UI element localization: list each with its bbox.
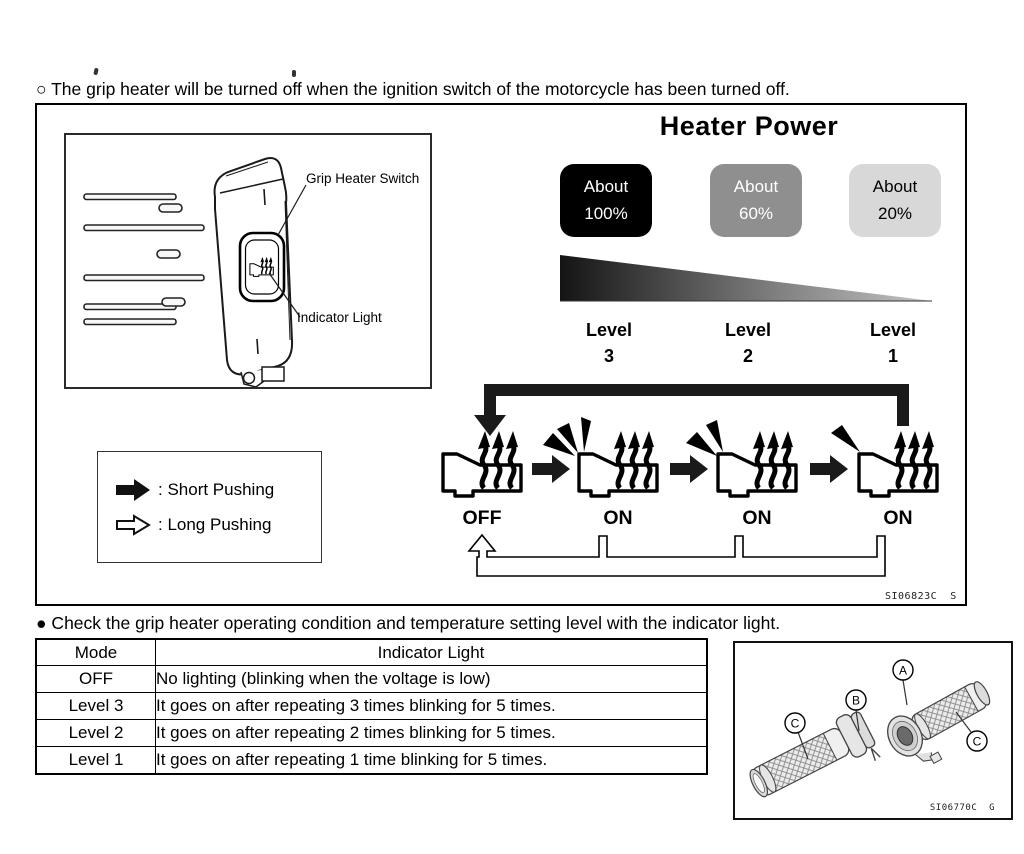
long-push-return-line: [469, 535, 885, 576]
grip-on-level3-icon: [579, 431, 657, 496]
callout-b: B: [851, 693, 861, 708]
right-grip: [881, 673, 1005, 777]
short-push-arrow-icon: [532, 455, 570, 483]
indicator-table: [35, 638, 708, 775]
power-box-line2: 20%: [877, 203, 913, 223]
grip-off-icon: [443, 431, 521, 496]
figure-code: SI06823C S: [885, 591, 957, 602]
scan-artifact: [93, 68, 98, 76]
level-num: 3: [603, 346, 614, 367]
intro-note: ○ The grip heater will be turned off when the ignition switch of the motorcycle has been turned off.: [36, 79, 790, 99]
check-note: ● Check the grip heater operating condition and temperature setting level with the indicator light.: [36, 613, 781, 633]
down-arrow-icon: [474, 415, 506, 436]
short-push-arrow-icon: [810, 455, 848, 483]
cell-desc: It goes on after repeating 2 times blinking for 5 times.: [156, 720, 708, 747]
power-box-60: [710, 164, 802, 237]
scan-artifact: [292, 70, 296, 77]
table-header-row: [36, 639, 707, 666]
legend-long-label: : Long Pushing: [158, 514, 272, 534]
table-row: [36, 666, 707, 693]
grip-on-level2-icon: [718, 431, 796, 496]
grip-parts-figure: [733, 641, 1013, 820]
state-on-l2: ON: [742, 507, 772, 529]
cell-mode: Level 2: [36, 720, 156, 747]
table-row: [36, 693, 707, 720]
power-box-line2: 100%: [584, 203, 628, 223]
state-on-l3: ON: [603, 507, 633, 529]
blink-rays-1: [831, 425, 860, 452]
header-indicator-light: Indicator Light: [156, 639, 708, 666]
level-num: 2: [742, 346, 753, 367]
switch-location-diagram: [64, 133, 432, 389]
solid-arrow-icon: [115, 478, 151, 502]
power-box-line1: About: [733, 177, 779, 197]
left-grip: [743, 708, 882, 811]
cell-desc: No lighting (blinking when the voltage is low): [156, 666, 708, 693]
level-label-2: [708, 317, 788, 369]
callout-c-right: C: [972, 734, 982, 749]
callout-a: A: [898, 663, 908, 678]
state-on-l1: ON: [883, 507, 913, 529]
push-legend: [97, 451, 322, 563]
cell-mode: Level 1: [36, 747, 156, 775]
cell-mode: Level 3: [36, 693, 156, 720]
level-label-3: [569, 317, 649, 369]
short-push-return-line: [490, 390, 903, 426]
blink-rays-3: [543, 417, 591, 456]
header-mode: Mode: [36, 639, 156, 666]
grip-parts-drawing: [735, 643, 1011, 811]
parts-figure-code: SI06770C G: [929, 803, 995, 813]
power-box-line1: About: [583, 177, 629, 197]
heater-power-figure: [35, 103, 967, 606]
grip-on-level1-icon: [859, 431, 937, 496]
blink-rays-2: [686, 420, 723, 456]
figure-title: Heater Power: [659, 111, 839, 141]
short-push-arrow-icon: [670, 455, 708, 483]
power-gradient-triangle: [560, 252, 932, 304]
legend-short-push: [115, 478, 321, 502]
power-box-line1: About: [872, 177, 918, 197]
cell-mode: OFF: [36, 666, 156, 693]
level-num: 1: [887, 346, 898, 367]
power-box-line2: 60%: [738, 203, 774, 223]
power-box-20: [849, 164, 941, 237]
level-word: Level: [585, 320, 633, 340]
legend-short-label: : Short Pushing: [158, 479, 275, 499]
level-label-1: [853, 317, 933, 369]
label-indicator-light: Indicator Light: [297, 310, 382, 325]
callout-c-left: C: [790, 716, 800, 731]
cell-desc: It goes on after repeating 1 time blinking for 5 times.: [156, 747, 708, 775]
table-row: [36, 747, 707, 775]
level-word: Level: [724, 320, 772, 340]
mode-flow-diagram: [437, 373, 962, 583]
legend-long-push: [115, 513, 321, 537]
outline-arrow-icon: [115, 513, 151, 537]
cell-desc: It goes on after repeating 3 times blinking for 5 times.: [156, 693, 708, 720]
level-word: Level: [869, 320, 917, 340]
label-grip-heater-switch: Grip Heater Switch: [306, 171, 420, 186]
table-row: [36, 720, 707, 747]
state-off: OFF: [462, 507, 502, 529]
power-box-100: [560, 164, 652, 237]
